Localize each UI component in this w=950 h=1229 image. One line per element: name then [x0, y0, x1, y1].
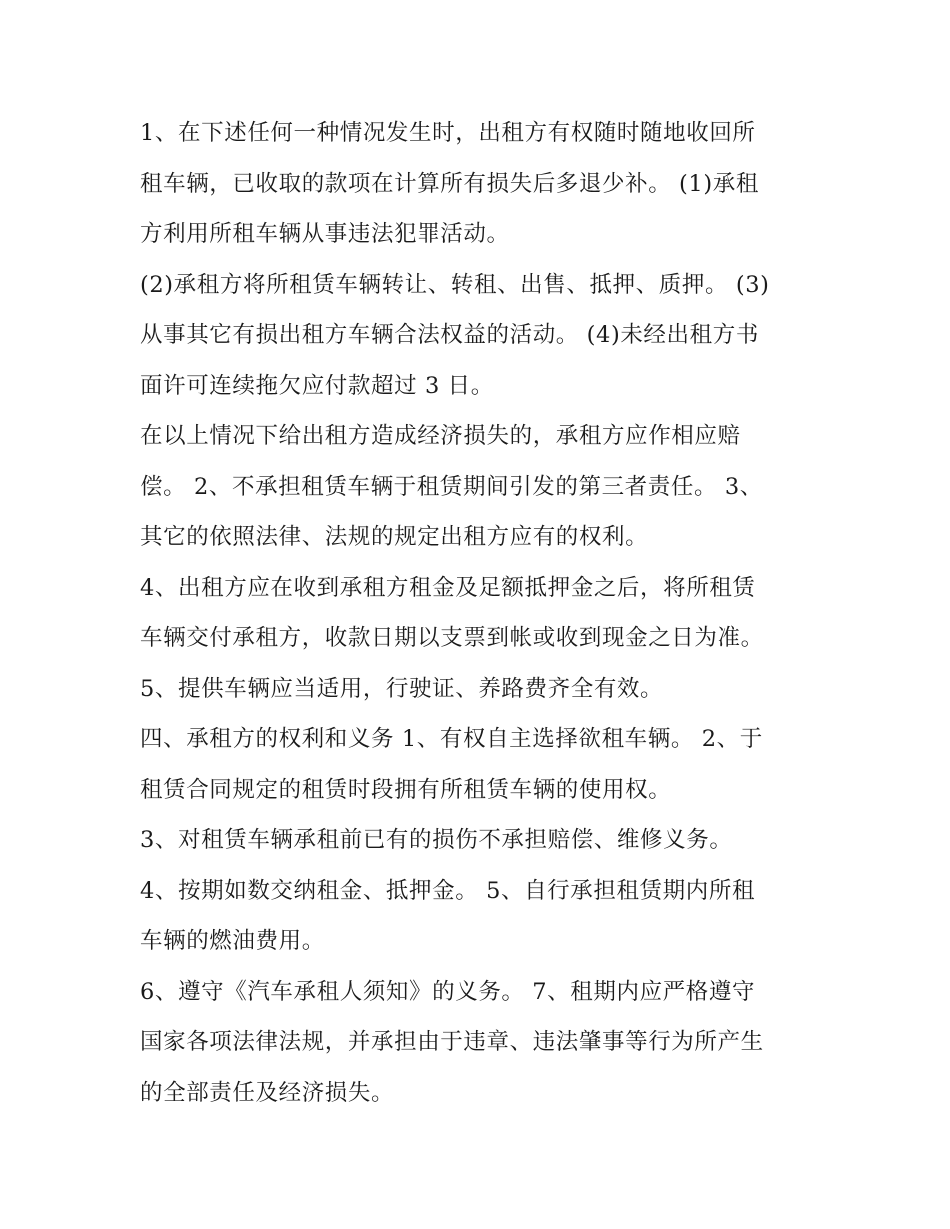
paragraph-2: [140, 260, 820, 412]
paragraph-8: [140, 866, 820, 967]
text-line: (2)承租方将所租赁车辆转让、转租、出售、抵押、质押。 (3): [140, 271, 770, 298]
paragraph-1: [140, 108, 820, 260]
text-line: 6、遵守《汽车承租人须知》的义务。 7、租期内应严格遵守: [140, 978, 756, 1005]
paragraph-7: [140, 815, 820, 866]
text-line: 其它的依照法律、法规的规定出租方应有的权利。: [140, 524, 649, 550]
text-line: 4、出租方应在收到承租方租金及足额抵押金之后，将所租赁: [140, 574, 756, 601]
text-line: 1、在下述任何一种情况发生时，出租方有权随时随地收回所: [140, 120, 756, 146]
text-line: 方利用所租车辆从事违法犯罪活动。: [140, 221, 510, 247]
paragraph-6: [140, 714, 820, 815]
text-line: 四、承租方的权利和义务 1、有权自主选择欲租车辆。 2、于: [140, 726, 763, 752]
text-line: 的全部责任及经济损失。: [140, 1079, 395, 1106]
paragraph-4: [140, 563, 820, 664]
paragraph-3: [140, 411, 820, 563]
text-line: 在以上情况下给出租方造成经济损失的，承租方应作相应赔: [140, 423, 741, 449]
text-line: 4、按期如数交纳租金、抵押金。 5、自行承担租赁期内所租: [140, 877, 756, 904]
text-line: 从事其它有损出租方车辆合法权益的活动。 (4)未经出租方书: [140, 322, 759, 348]
text-line: 5、提供车辆应当适用，行驶证、养路费齐全有效。: [140, 675, 664, 702]
text-line: 租车辆，已收取的款项在计算所有损失后多退少补。 (1)承租: [140, 170, 759, 197]
text-line: 国家各项法律法规，并承担由于违章、违法肇事等行为所产生: [140, 1029, 764, 1055]
text-line: 车辆交付承租方，收款日期以支票到帐或收到现金之日为准。: [140, 625, 764, 651]
paragraph-5: [140, 664, 820, 715]
text-line: 偿。 2、不承担租赁车辆于租赁期间引发的第三者责任。 3、: [140, 473, 763, 500]
document-body: [140, 108, 820, 1118]
text-line: 面许可连续拖欠应付款超过 3 日。: [140, 372, 494, 399]
paragraph-9: [140, 967, 820, 1119]
text-line: 租赁合同规定的租赁时段拥有所租赁车辆的使用权。: [140, 776, 672, 803]
text-line: 车辆的燃油费用。: [140, 928, 325, 954]
text-line: 3、对租赁车辆承租前已有的损伤不承担赔偿、维修义务。: [140, 827, 733, 853]
